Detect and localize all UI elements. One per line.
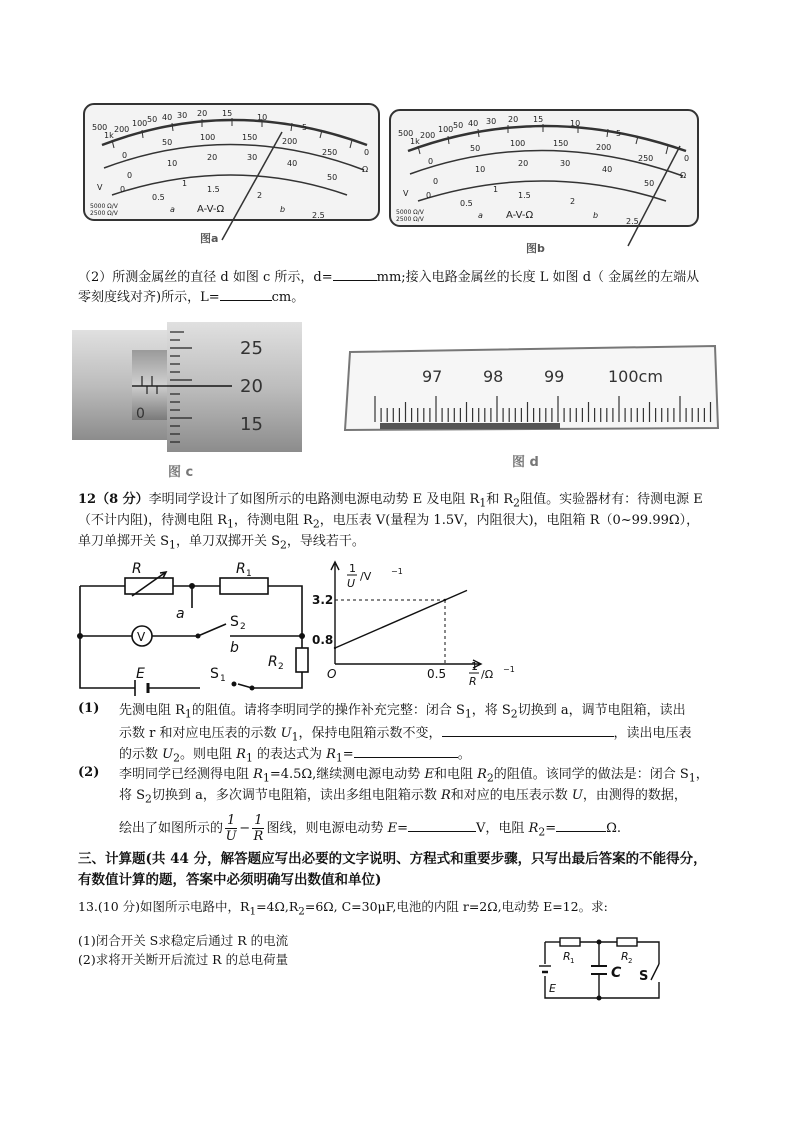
graph-ylabel-den: U <box>347 577 356 590</box>
caption-a: 图a <box>200 232 219 245</box>
meter-b-spec: 5000 Ω/V <box>396 209 424 216</box>
section3-line1: 三、计算题(共 44 分，解答题应写出必要的文字说明、方程式和重要步骤，只写出最后答案的不能得分， <box>78 851 707 867</box>
answer-blank-R2[interactable] <box>556 817 606 832</box>
meter-a-mid-250: 250 <box>322 148 338 157</box>
circuit13-sub-R1: 1 <box>570 957 575 965</box>
fraction-1-over-U: $\frac{1}{U}$ <box>225 813 237 844</box>
graph-ylabel-sup: −1 <box>391 567 403 576</box>
meter-b-ohm-500: 500 <box>398 129 414 138</box>
circuit12-label-S2: S <box>230 614 239 630</box>
circuit13-label-R1: R <box>563 950 571 963</box>
ruler-label-97: 97 <box>422 367 443 386</box>
meter-b-ohm-15: 15 <box>533 115 544 124</box>
meter-a-low-15: 1.5 <box>207 185 220 194</box>
circuit12-sub-S2: 2 <box>240 622 246 632</box>
circuit12-sub-S1: 1 <box>220 674 226 684</box>
q13-part1: (1)闭合开关 S求稳定后通过 R 的电流 <box>78 933 289 948</box>
circuit12-label-V: V <box>137 630 146 644</box>
q12-1-line3: 的示数 $U_2$。则电阻 $R_1$ 的表达式为 $R_1=$ 。 <box>119 743 729 769</box>
meter-a-low-05: 0.5 <box>152 193 165 202</box>
circuit13-label-S: S <box>639 969 649 984</box>
graph-data-line <box>335 590 467 648</box>
q12-1-line2: 示数 r 和对应电压表的示数 $U_1$，保持电阻箱示数不变， ，读出电压表 <box>119 722 729 748</box>
meter-a-brand: A-V-Ω <box>197 204 225 215</box>
meter-a-ohm-500: 500 <box>92 123 108 132</box>
graph-point <box>334 647 336 649</box>
meter-b-mark-b: b <box>593 211 599 220</box>
meter-a-ohm-200: 200 <box>114 125 130 134</box>
ruler-label-100cm: 100cm <box>608 367 663 386</box>
q12-line3: 单刀单掷开关 $S_1$，单刀双掷开关 $S_2$，导线若干。 <box>78 534 365 552</box>
meter-a-ohm-100: 100 <box>132 119 148 128</box>
answer-blank-d[interactable] <box>333 266 377 281</box>
meter-b-mid-0: 0 <box>428 157 434 166</box>
meter-b-low-0: 0 <box>426 191 432 200</box>
micrometer-figure <box>72 322 304 480</box>
meter-b-mid2-40: 40 <box>602 165 613 174</box>
section3-line2: 有数值计算的题，答案中必须明确写出数值和单位) <box>78 872 382 888</box>
meter-b-low-05: 0.5 <box>460 199 473 208</box>
meter-b-mid-50: 50 <box>470 144 481 153</box>
circuit12-label-R: R <box>132 561 142 577</box>
circuit12-sub-R1: 1 <box>246 569 252 579</box>
circuit13-label-E: E <box>549 982 556 995</box>
ruler-label-98: 98 <box>483 367 504 386</box>
circuit13-label-C: C <box>611 965 622 981</box>
meter-a-ohm-50: 50 <box>147 115 158 124</box>
q11-2-line2: 零刻度线对齐)所示，L= cm。 <box>78 286 728 308</box>
q12-1-line1: 先测电阻 $R_1$的阻值。请将李明同学的操作补充完整：闭合 $S_1$，将 $S_2$切换到 a，调节电阻箱，读出 <box>119 703 686 721</box>
graph-xlabel-unit: /Ω <box>481 668 494 681</box>
meter-b-low-25: 2.5 <box>626 217 639 226</box>
meter-b-mid-150: 150 <box>553 139 569 148</box>
graph-point <box>444 599 446 601</box>
graph-xlabel-num: 1 <box>471 660 478 673</box>
q12-line2: （不计内阻)，待测电阻 $R_1$，待测电阻 $R_2$，电压表 V(量程为 1.5V，内阻很大)，电阻箱 R（0~99.99Ω）， <box>78 513 700 531</box>
graph-xtick-0-5: 0.5 <box>427 667 447 681</box>
caption-d: 图 d <box>512 455 539 470</box>
meter-figure-b <box>388 106 703 256</box>
meter-a-mid2-40: 40 <box>287 159 298 168</box>
graph-xlabel-den: R <box>469 675 477 688</box>
circuit-diagram-q12 <box>70 560 320 700</box>
meter-a-low-0: 0 <box>120 185 126 194</box>
graph-xlabel-sup: −1 <box>503 665 515 674</box>
q12-2-num: (2) <box>78 765 100 780</box>
circuit12-sub-R2: 2 <box>278 662 284 672</box>
meter-a-low-1: 1 <box>182 179 188 188</box>
q13-line: 13.(10 分)如图所示电路中，$R_1=4\Omega,R_2=6\Omega$, C=30μF,电池的内阻 r=2Ω,电动势 E=12。求: <box>78 899 608 918</box>
meter-b-ohm-40: 40 <box>468 119 479 128</box>
meter-a-low-25: 2.5 <box>312 211 325 220</box>
meter-b-mid2-30: 30 <box>560 159 571 168</box>
graph-ylabel-num: 1 <box>349 562 356 575</box>
meter-a-mark-a: a <box>170 205 175 214</box>
circuit13-sub-R2: 2 <box>628 957 633 965</box>
meter-a-mid2-10: 10 <box>167 159 178 168</box>
meter-b-ohm-30: 30 <box>486 117 497 126</box>
meter-b-ohm-20: 20 <box>508 115 519 124</box>
meter-b-ohm-200: 200 <box>420 131 436 140</box>
micrometer-label-20: 20 <box>240 376 263 397</box>
meter-a-unit-ohm: Ω <box>362 165 369 174</box>
meter-b-mark-a: a <box>478 211 483 220</box>
meter-b-unit-v: V <box>403 189 409 198</box>
meter-a-mid-200: 200 <box>282 137 298 146</box>
graph-ytick-3-2: 3.2 <box>312 593 334 607</box>
meter-b-mid-100: 100 <box>510 139 526 148</box>
meter-a-mid2-20: 20 <box>207 153 218 162</box>
meter-a-mark-b: b <box>280 205 286 214</box>
meter-b-mid2-0: 0 <box>433 177 439 186</box>
meter-b-ohm-1k: 1k <box>410 137 420 146</box>
meter-a-mid-100: 100 <box>200 133 216 142</box>
meter-a-mid2-0: 0 <box>127 171 133 180</box>
meter-b-mid2-50: 50 <box>644 179 655 188</box>
meter-a-ohm-5: 5 <box>302 123 308 132</box>
meter-a-ohm-10: 10 <box>257 113 268 122</box>
fraction-1-over-R: $\frac{1}{R}$ <box>253 813 264 844</box>
caption-b: 图b <box>526 242 545 255</box>
meter-a-ohm-0: 0 <box>364 148 370 157</box>
meter-a-mid-0: 0 <box>122 151 128 160</box>
meter-b-mid2-10: 10 <box>475 165 486 174</box>
caption-c: 图 c <box>168 465 194 480</box>
q12-1-num: (1) <box>78 701 100 716</box>
meter-a-spec2: 2500 Ω/V <box>90 210 118 217</box>
q12-2-line3: 绘出了如图所示的 $\frac{1}{U}$ − $\frac{1}{R}$ 图线，则电源电动势 E= V，电阻 $R_2= \Omega$. <box>119 813 622 844</box>
micrometer-label-15: 15 <box>240 414 263 435</box>
meter-b-mid2-20: 20 <box>518 159 529 168</box>
meter-b-low-1: 1 <box>493 185 499 194</box>
answer-blank-E[interactable] <box>408 817 476 832</box>
line-graph <box>305 558 515 688</box>
meter-b-unit-ohm: Ω <box>680 171 687 180</box>
micrometer-zero: 0 <box>136 406 145 422</box>
meter-a-mid-150: 150 <box>242 133 258 142</box>
meter-a-mid2-50: 50 <box>327 173 338 182</box>
meter-b-mid-200: 200 <box>596 143 612 152</box>
circuit12-label-b: b <box>230 640 239 656</box>
meter-b-ohm-50: 50 <box>453 121 464 130</box>
circuit12-label-E: E <box>136 666 145 682</box>
graph-ylabel-unit: /V <box>360 570 372 583</box>
answer-blank-L[interactable] <box>220 286 272 301</box>
graph-ytick-0-8: 0.8 <box>312 633 334 647</box>
q12-line1: 12（8 分）李明同学设计了如图所示的电路测电源电动势 E 及电阻 $R_1$和 $R_2$阻值。实验器材有：待测电源 E <box>78 492 703 510</box>
circuit13-label-R2: R <box>621 950 629 963</box>
meter-a-ohm-1k: 1k <box>104 131 114 140</box>
ruler-figure <box>340 340 725 475</box>
meter-b-spec2: 2500 Ω/V <box>396 216 424 223</box>
answer-blank-operation[interactable] <box>442 722 614 737</box>
q12-2-line2: 将 $S_2$切换到 a，多次调节电阻箱，读出多组电阻箱示数 R和对应的电压表示数 U，由测得的数据， <box>119 788 687 806</box>
circuit12-label-R2: R <box>268 654 278 670</box>
meter-a-unit-v: V <box>97 183 103 192</box>
meter-a-ohm-20: 20 <box>197 109 208 118</box>
meter-b-brand: A-V-Ω <box>506 210 534 221</box>
q12-2-line1: 李明同学已经测得电阻 $R_1=4.5\Omega$,继续测电源电动势 E和电阻 $R_2$的阻值。该同学的做法是：闭合 $S_1$， <box>119 767 709 785</box>
circuit12-label-a: a <box>176 606 185 622</box>
meter-a-spec: 5000 Ω/V <box>90 203 118 210</box>
meter-b-ohm-5: 5 <box>616 129 622 138</box>
micrometer-label-25: 25 <box>240 338 263 359</box>
ruler-label-99: 99 <box>544 367 565 386</box>
meter-b-low-15: 1.5 <box>518 191 531 200</box>
meter-a-low-2: 2 <box>257 191 263 200</box>
meter-b-ohm-10: 10 <box>570 119 581 128</box>
circuit-diagram-q13 <box>535 930 675 1004</box>
meter-b-low-2: 2 <box>570 197 576 206</box>
meter-a-ohm-40: 40 <box>162 113 173 122</box>
meter-a-ohm-15: 15 <box>222 109 233 118</box>
q13-part2: (2)求将开关断开后流过 R 的总电荷量 <box>78 952 289 967</box>
meter-b-mid-250: 250 <box>638 154 654 163</box>
meter-b-ohm-100: 100 <box>438 125 454 134</box>
circuit12-label-S1: S <box>210 666 219 682</box>
meter-a-mid2-30: 30 <box>247 153 258 162</box>
meter-b-ohm-0: 0 <box>684 154 690 163</box>
answer-blank-R1-expression[interactable] <box>354 743 458 758</box>
graph-origin: O <box>327 667 337 681</box>
q11-2-line1: （2）所测金属丝的直径 d 如图 c 所示，d= mm;接入电路金属丝的长度 L 如图 d（ 金属丝的左端从 <box>78 266 728 288</box>
meter-a-ohm-30: 30 <box>177 111 188 120</box>
meter-a-mid-50: 50 <box>162 138 173 147</box>
circuit12-label-R1: R <box>236 561 246 577</box>
meter-figure-a <box>82 100 382 250</box>
